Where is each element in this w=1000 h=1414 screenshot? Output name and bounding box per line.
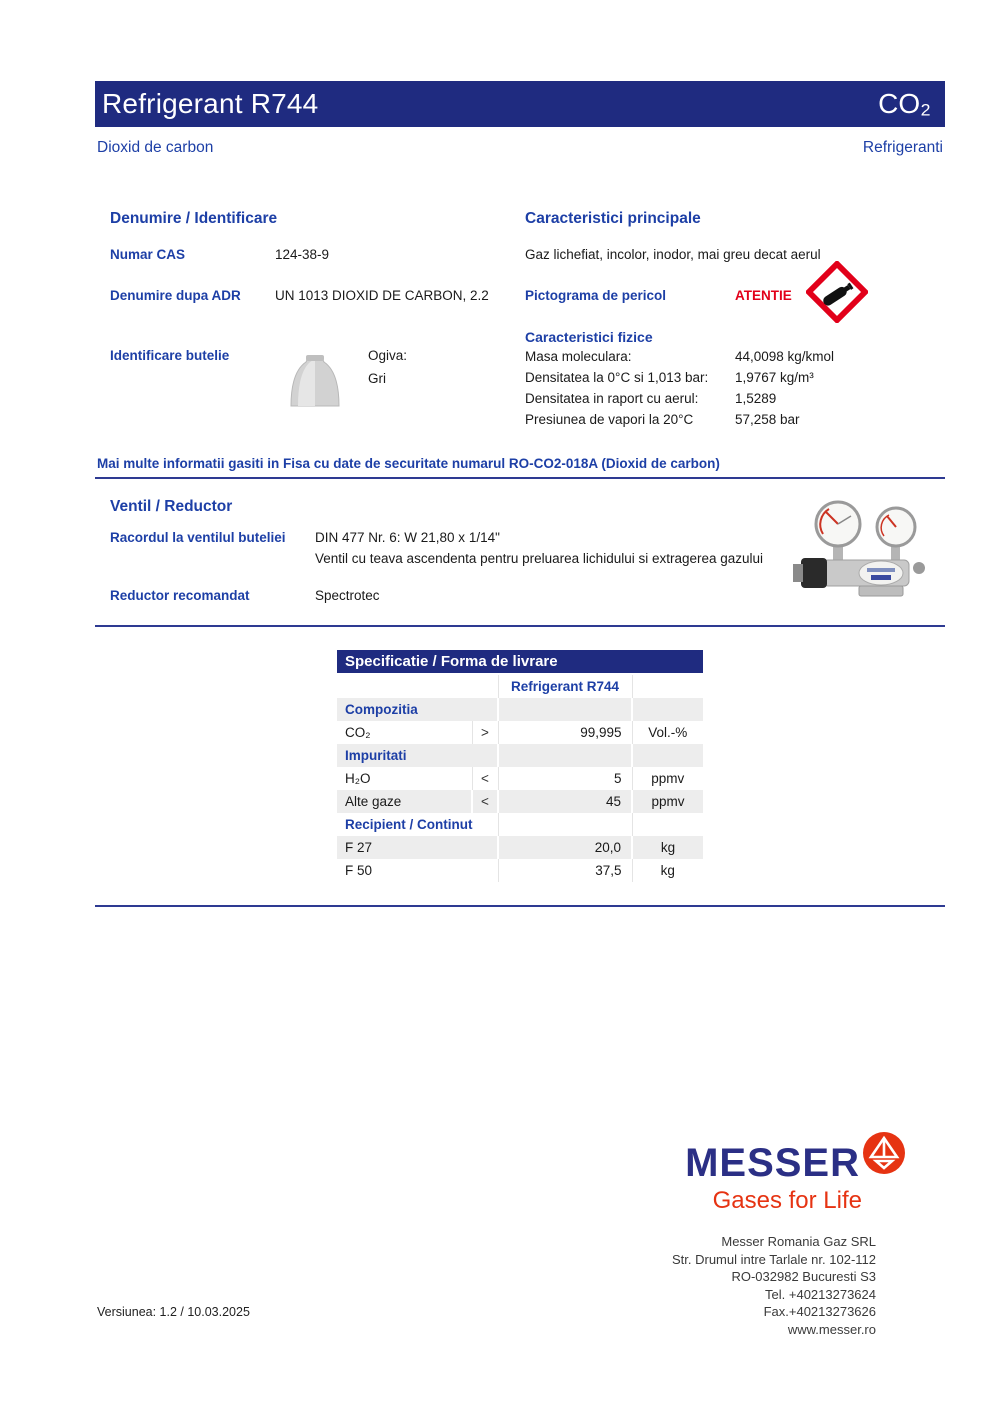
address-line: Messer Romania Gaz SRL	[721, 1234, 876, 1249]
physical-row-label: Presiunea de vapori la 20°C	[525, 412, 694, 427]
shoulder-label: Ogiva:	[368, 348, 408, 363]
version-line: Versiunea: 1.2 / 10.03.2025	[97, 1305, 250, 1319]
table-section-row	[337, 744, 703, 767]
section-composition: Compozitia	[337, 698, 498, 721]
cas-value: 124-38-9	[275, 247, 330, 262]
valve-section-heading: Ventil / Reductor	[110, 498, 233, 515]
comparison-operator: >	[472, 721, 498, 744]
table-section-row	[337, 698, 703, 721]
table-row	[337, 859, 703, 882]
gas-description: Gaz lichefiat, incolor, inodor, mai greu decat aerul	[525, 247, 821, 262]
table-row	[337, 790, 703, 813]
product-column-header: Refrigerant R744	[498, 675, 632, 698]
physical-row-value: 1,5289	[735, 391, 777, 406]
spec-table-grid	[337, 675, 703, 882]
valve-connection-note: Ventil cu teava ascendenta pentru preluarea lichidului si extragerea gazului	[315, 551, 764, 566]
container-unit: kg	[660, 863, 675, 878]
subtitle-row	[97, 139, 943, 157]
cylinder-id-label: Identificare butelie	[110, 348, 230, 363]
messer-wordmark: MESSER	[685, 1141, 860, 1185]
cylinder-shoulder-icon	[286, 352, 344, 408]
physical-row-label: Masa moleculara:	[525, 349, 632, 364]
pictogram-label: Pictograma de pericol	[525, 288, 667, 303]
website-url: www.messer.ro	[787, 1321, 876, 1337]
adr-label: Denumire dupa ADR	[110, 288, 241, 303]
divider-rule	[95, 477, 945, 479]
page-title: Refrigerant R744	[102, 88, 319, 119]
comparison-operator: <	[472, 790, 498, 813]
substance-name: Alte gaze	[337, 790, 472, 813]
substance-unit: ppmv	[632, 790, 703, 813]
signal-word: ATENTIE	[735, 288, 792, 303]
substance-name: CO₂	[337, 721, 472, 744]
spec-table-title: Specificatie / Forma de livrare	[337, 650, 703, 673]
shoulder-color-value: Gri	[368, 371, 386, 386]
adr-value: UN 1013 DIOXID DE CARBON, 2.2	[275, 288, 489, 303]
messer-tagline: Gases for Life	[712, 1187, 862, 1214]
valve-connection-value: DIN 477 Nr. 6: W 21,80 x 1/14"	[315, 530, 500, 545]
divider-rule	[95, 905, 945, 907]
main-characteristics-heading: Caracteristici principale	[525, 210, 701, 227]
ghs04-gas-cylinder-icon	[806, 261, 868, 323]
table-row	[337, 767, 703, 790]
substance-unit: Vol.-%	[648, 725, 688, 740]
messer-emblem-icon	[862, 1131, 906, 1175]
address-line: RO-032982 Bucuresti S3	[731, 1269, 876, 1284]
header-band	[95, 81, 945, 127]
substance-value: 45	[498, 790, 632, 813]
regulator-value: Spectrotec	[315, 588, 380, 603]
spec-table	[337, 650, 703, 882]
section-container: Recipient / Continut	[337, 813, 498, 836]
physical-heading: Caracteristici fizice	[525, 329, 653, 345]
address-line: Str. Drumul intre Tarlale nr. 102-112	[671, 1251, 876, 1267]
container-unit: kg	[632, 836, 703, 859]
substance-value: 5	[498, 767, 632, 790]
identification-heading: Denumire / Identificare	[110, 210, 278, 227]
formula-label: CO₂	[878, 88, 931, 119]
container-value: 37,5	[498, 859, 632, 882]
substance-value: 99,995	[498, 721, 632, 744]
messer-logo	[685, 1131, 906, 1215]
physical-row-value: 57,258 bar	[735, 412, 800, 427]
subtitle-left: Dioxid de carbon	[97, 139, 214, 156]
table-row	[337, 721, 703, 744]
table-row	[337, 836, 703, 859]
address-line: Tel. +40213273624	[765, 1286, 876, 1302]
divider-rule	[95, 625, 945, 627]
table-row	[337, 675, 703, 698]
company-address	[672, 1233, 876, 1338]
regulator-label: Reductor recomandat	[110, 588, 250, 603]
safety-data-sheet-note: Mai multe informatii gasiti in Fisa cu date de securitate numarul RO-CO2-018A (Dioxid de carbon)	[97, 456, 720, 471]
physical-row-label: Densitatea la 0°C si 1,013 bar:	[525, 370, 709, 385]
address-line: Fax.+40213273626	[763, 1304, 876, 1319]
table-section-row	[337, 813, 703, 836]
substance-name: H₂O	[337, 767, 472, 790]
container-value: 20,0	[498, 836, 632, 859]
comparison-operator: <	[472, 767, 498, 790]
container-name: F 27	[337, 836, 498, 859]
substance-unit: ppmv	[651, 771, 685, 786]
subtitle-right: Refrigeranti	[862, 139, 943, 156]
container-name: F 50	[337, 859, 498, 882]
physical-row-value: 44,0098 kg/kmol	[735, 349, 835, 364]
cas-label: Numar CAS	[110, 247, 186, 262]
physical-row-label: Densitatea in raport cu aerul:	[525, 391, 699, 406]
pressure-regulator-photo	[793, 498, 933, 604]
physical-row-value: 1,9767 kg/m³	[735, 370, 814, 385]
valve-connection-label: Racordul la ventilul buteliei	[110, 530, 286, 545]
section-impurities: Impuritati	[337, 744, 498, 767]
